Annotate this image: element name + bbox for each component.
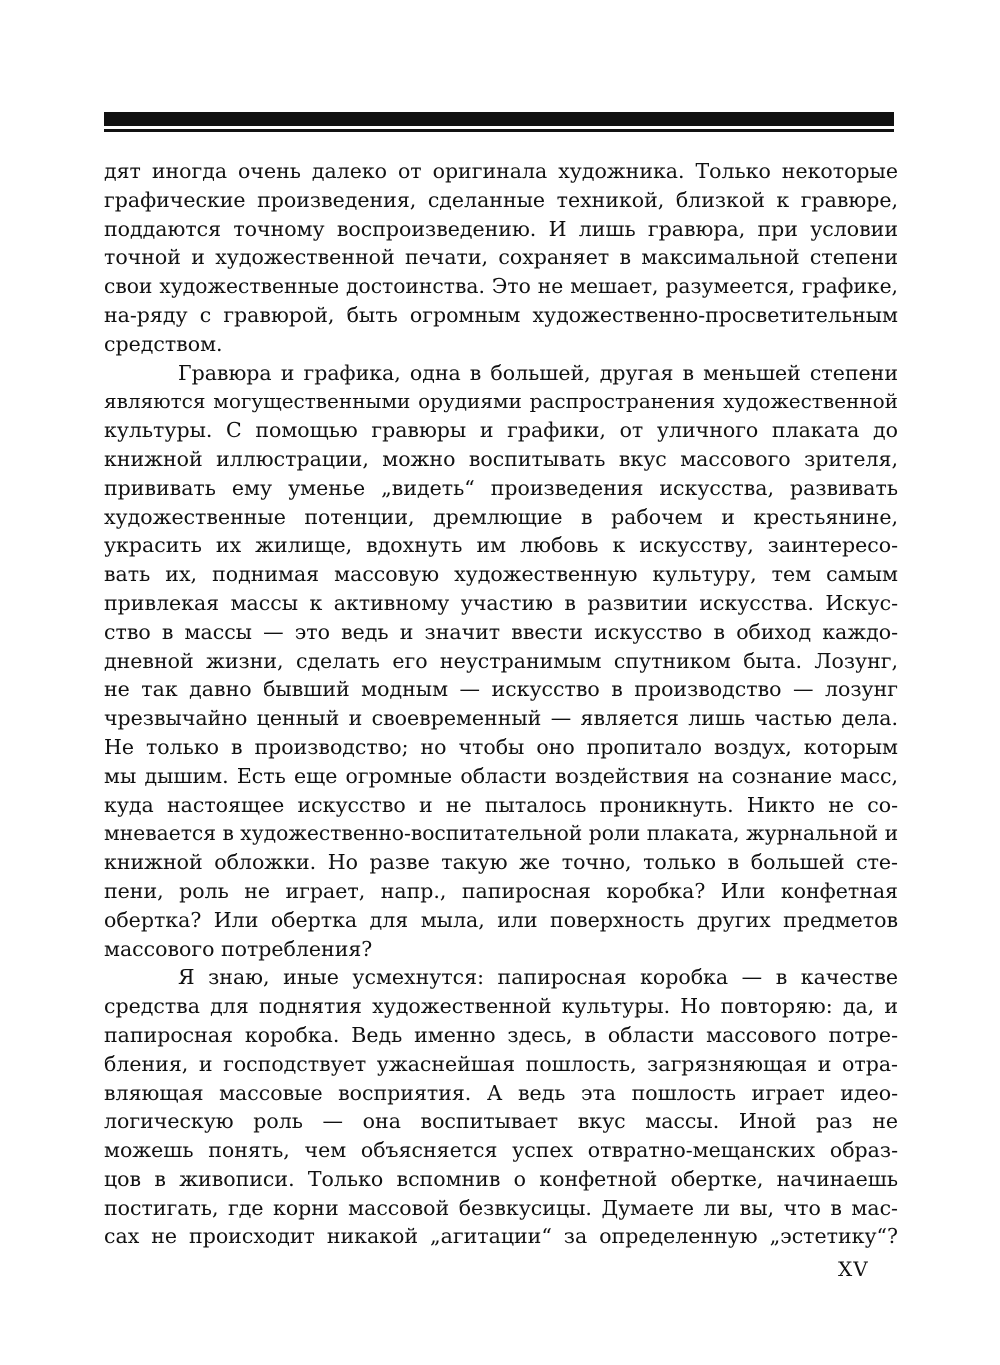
text-line: обертка? Или обертка для мыла, или поверхность других предметов bbox=[104, 907, 898, 932]
text-line: дневной жизни, сделать его неустранимым спутником быта. Лозунг, bbox=[104, 648, 898, 673]
text-line: ство в массы — это ведь и значит ввести искусство в обиход каждо- bbox=[104, 619, 898, 644]
text-line: логическую роль — она воспитывает вкус массы. Иной раз не bbox=[104, 1109, 898, 1134]
text-line: бления, и господствует ужаснейшая пошлость, загрязняющая и отра- bbox=[104, 1051, 898, 1076]
text-line: графические произведения, сделанные техникой, близкой к гравюре, bbox=[104, 187, 898, 212]
text-line: сах не происходит никакой „агитации“ за определенную „эстетику“? bbox=[104, 1224, 898, 1249]
text-line: можешь понять, чем объясняется успех отвратно-мещанских образ- bbox=[104, 1138, 898, 1163]
text-line: дят иногда очень далеко от оригинала художника. Только некоторые bbox=[104, 159, 898, 183]
text-line: Не только в производство; но чтобы оно пропитало воздух, которым bbox=[104, 734, 898, 759]
text-line: пени, роль не играет, напр., папиросная коробка? Или конфетная bbox=[104, 878, 898, 903]
text-line: не так давно бывший модным — искусство в производство — лозунг bbox=[104, 677, 898, 702]
text-line: свои художественные достоинства. Это не мешает, разумеется, графике, bbox=[104, 274, 898, 299]
top-rule-thin bbox=[104, 129, 894, 132]
body-text bbox=[104, 157, 898, 1251]
text-line: точной и художественной печати, сохраняет в максимальной степени bbox=[104, 245, 898, 270]
text-line: книжной иллюстрации, можно воспитывать вкус массового зрителя, bbox=[104, 446, 898, 471]
text-line: средства для поднятия художественной культуры. Но повторяю: да, и bbox=[104, 994, 898, 1019]
text-line: привлекая массы к активному участию в развитии искусства. Искус- bbox=[104, 590, 898, 615]
text-line: чрезвычайно ценный и своевременный — является лишь частью дела. bbox=[104, 706, 898, 731]
text-line: прививать ему уменье „видеть“ произведения искусства, развивать bbox=[104, 475, 898, 500]
text-line: мы дышим. Есть еще огромные области воздействия на сознание масс, bbox=[104, 763, 898, 788]
page-number: XV bbox=[838, 1257, 869, 1281]
text-line: папиросная коробка. Ведь именно здесь, в области массового потре- bbox=[104, 1022, 898, 1047]
text-line: массового потребления? bbox=[104, 936, 373, 961]
text-line: являются могущественными орудиями распространения художественной bbox=[104, 389, 898, 414]
text-line: куда настоящее искусство и не пыталось проникнуть. Никто не со- bbox=[104, 792, 898, 817]
text-line: вать их, поднимая массовую художественную культуру, тем самым bbox=[104, 562, 898, 587]
text-line: поддаются точному воспроизведению. И лишь гравюра, при условии bbox=[104, 216, 898, 241]
text-line: средством. bbox=[104, 331, 223, 356]
text-line: на-ряду с гравюрой, быть огромным художественно-просветительным bbox=[104, 302, 898, 327]
text-line: постигать, где корни массовой безвкусицы. Думаете ли вы, что в мас- bbox=[104, 1195, 898, 1220]
text-line: украсить их жилище, вдохнуть им любовь к искусству, заинтересо- bbox=[104, 533, 898, 558]
text-line: Я знаю, иные усмехнутся: папиросная коробка — в качестве bbox=[178, 965, 898, 990]
top-rule bbox=[104, 112, 894, 126]
text-line: цов в живописи. Только вспомнив о конфетной обертке, начинаешь bbox=[104, 1166, 898, 1191]
text-line: художественные потенции, дремлющие в рабочем и крестьянине, bbox=[104, 504, 898, 529]
text-line: мневается в художественно-воспитательной роли плаката, журнальной и bbox=[104, 821, 899, 846]
text-line: книжной обложки. Но разве такую же точно, только в большей сте- bbox=[104, 850, 898, 875]
text-line: культуры. С помощью гравюры и графики, от уличного плаката до bbox=[104, 418, 898, 443]
text-line: Гравюра и графика, одна в большей, другая в меньшей степени bbox=[178, 360, 898, 385]
text-line: вляющая массовые восприятия. А ведь эта пошлость играет идео- bbox=[104, 1080, 898, 1105]
